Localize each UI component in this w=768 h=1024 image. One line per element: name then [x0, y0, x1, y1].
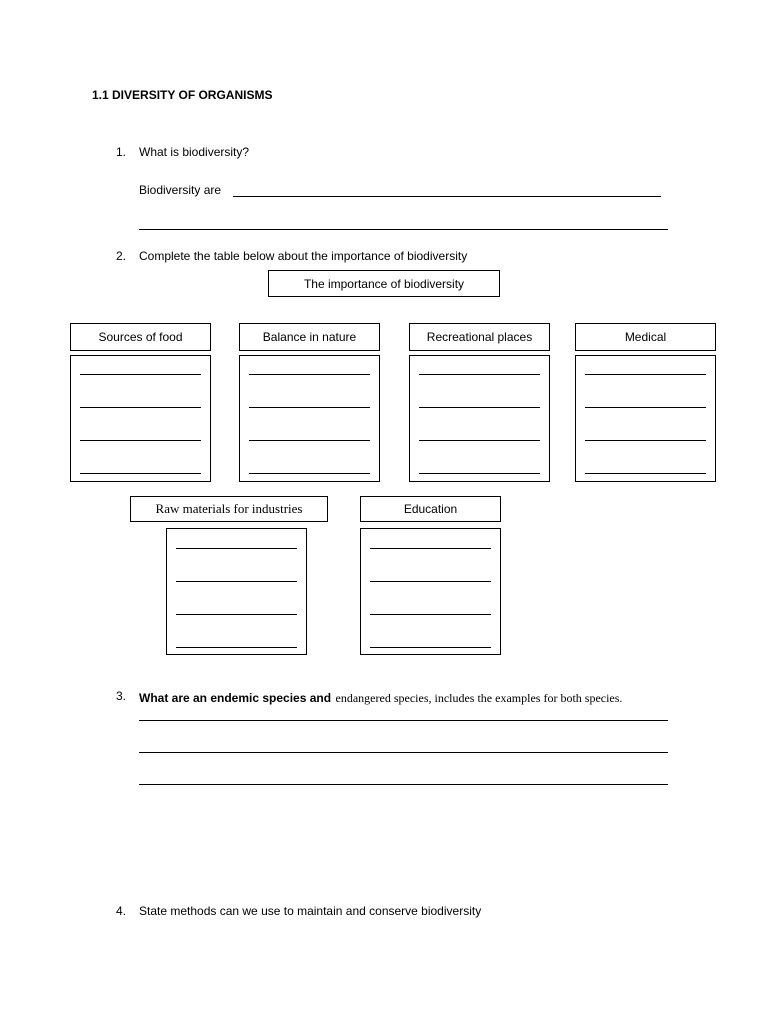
answer-line[interactable]: [80, 374, 201, 375]
question-1-answer-prefix: Biodiversity are: [139, 183, 222, 197]
answer-line[interactable]: [80, 407, 201, 408]
category-medical: Medical: [575, 323, 716, 351]
answer-line[interactable]: [585, 440, 706, 441]
answer-line[interactable]: [370, 548, 491, 549]
answer-line[interactable]: [370, 614, 491, 615]
answer-line[interactable]: [585, 473, 706, 474]
answer-line[interactable]: [249, 473, 370, 474]
question-1-text: What is biodiversity?: [139, 145, 250, 159]
question-4-number: 4.: [116, 904, 127, 918]
answer-line[interactable]: [249, 440, 370, 441]
answer-box-medical[interactable]: [575, 355, 716, 482]
answer-box-raw-materials[interactable]: [166, 528, 307, 655]
category-recreational-places: Recreational places: [409, 323, 550, 351]
question-1-number: 1.: [116, 145, 127, 159]
answer-line[interactable]: [419, 374, 540, 375]
answer-line[interactable]: [80, 473, 201, 474]
answer-line[interactable]: [370, 647, 491, 648]
answer-line[interactable]: [249, 374, 370, 375]
answer-line[interactable]: [139, 720, 668, 721]
question-2-number: 2.: [116, 249, 127, 263]
answer-line[interactable]: [233, 196, 661, 197]
category-sources-of-food: Sources of food: [70, 323, 211, 351]
question-3-text: [139, 689, 622, 707]
answer-line[interactable]: [176, 581, 297, 582]
answer-box-recreational-places[interactable]: [409, 355, 550, 482]
answer-line[interactable]: [370, 581, 491, 582]
answer-line[interactable]: [80, 440, 201, 441]
answer-line[interactable]: [176, 647, 297, 648]
question-3-text-regular: endangered species, includes the examples for both species.: [335, 691, 623, 705]
answer-line[interactable]: [419, 440, 540, 441]
answer-line[interactable]: [249, 407, 370, 408]
question-3-text-bold: What are an endemic species and: [139, 691, 332, 705]
category-balance-in-nature: Balance in nature: [239, 323, 380, 351]
table-title-box: The importance of biodiversity: [268, 270, 500, 297]
category-raw-materials-for-industries: Raw materials for industries: [130, 496, 328, 522]
answer-line[interactable]: [139, 784, 668, 785]
question-2-text: Complete the table below about the importance of biodiversity: [139, 249, 468, 263]
answer-line[interactable]: [176, 614, 297, 615]
answer-line[interactable]: [419, 473, 540, 474]
answer-box-sources-of-food[interactable]: [70, 355, 211, 482]
answer-box-balance-in-nature[interactable]: [239, 355, 380, 482]
answer-line[interactable]: [419, 407, 540, 408]
answer-line[interactable]: [585, 374, 706, 375]
question-4-text: State methods can we use to maintain and conserve biodiversity: [139, 904, 482, 918]
worksheet-heading: 1.1 DIVERSITY OF ORGANISMS: [92, 88, 273, 102]
answer-line[interactable]: [139, 229, 668, 230]
answer-box-education[interactable]: [360, 528, 501, 655]
answer-line[interactable]: [139, 752, 668, 753]
answer-line[interactable]: [176, 548, 297, 549]
answer-line[interactable]: [585, 407, 706, 408]
category-education: Education: [360, 496, 501, 522]
question-3-number: 3.: [116, 689, 127, 703]
